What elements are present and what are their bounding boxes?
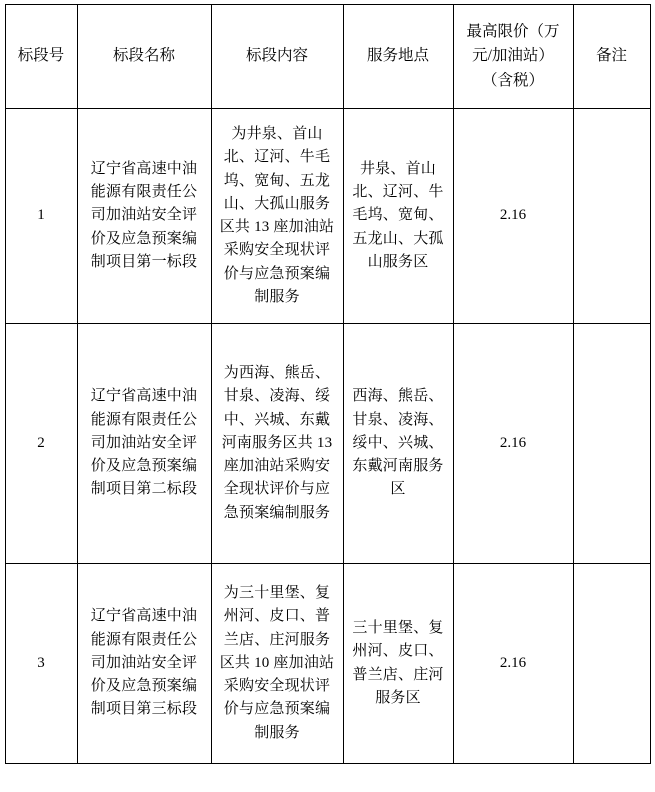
header-max-price-line3: （含税） xyxy=(481,71,544,89)
cell-service-location: 井泉、首山北、辽河、牛毛坞、宽甸、五龙山、大孤山服务区 xyxy=(343,109,453,324)
table-row xyxy=(5,109,650,324)
header-bid-no: 标段号 xyxy=(5,5,77,109)
header-max-price xyxy=(453,5,573,109)
cell-bid-no: 2 xyxy=(5,324,77,564)
cell-service-location: 三十里堡、复州河、皮口、普兰店、庄河服务区 xyxy=(343,564,453,764)
header-max-price-line1: 最高限价（万 xyxy=(466,23,560,41)
table-header-row xyxy=(5,5,650,109)
cell-bid-name: 辽宁省高速中油能源有限责任公司加油站安全评价及应急预案编制项目第一标段 xyxy=(77,109,211,324)
cell-bid-content: 为西海、熊岳、甘泉、凌海、绥中、兴城、东戴河南服务区共 13 座加油站采购安全现状评价与应急预案编制服务 xyxy=(211,324,343,564)
header-max-price-line2: 元/加油站） xyxy=(472,47,554,65)
cell-remark xyxy=(573,109,650,324)
cell-remark xyxy=(573,324,650,564)
cell-bid-content: 为井泉、首山北、辽河、牛毛坞、宽甸、五龙山、大孤山服务区共 13 座加油站采购安全现状评价与应急预案编制服务 xyxy=(211,109,343,324)
cell-bid-no: 3 xyxy=(5,564,77,764)
cell-remark xyxy=(573,564,650,764)
table-row xyxy=(5,324,650,564)
cell-max-price: 2.16 xyxy=(453,564,573,764)
table-body xyxy=(5,109,650,764)
cell-service-location: 西海、熊岳、甘泉、凌海、绥中、兴城、东戴河南服务区 xyxy=(343,324,453,564)
table-row xyxy=(5,564,650,764)
cell-bid-name: 辽宁省高速中油能源有限责任公司加油站安全评价及应急预案编制项目第三标段 xyxy=(77,564,211,764)
table-header xyxy=(5,5,650,109)
bid-sections-table xyxy=(5,4,651,764)
cell-max-price: 2.16 xyxy=(453,324,573,564)
cell-max-price: 2.16 xyxy=(453,109,573,324)
cell-bid-no: 1 xyxy=(5,109,77,324)
header-remark: 备注 xyxy=(573,5,650,109)
header-service-location: 服务地点 xyxy=(343,5,453,109)
header-bid-content: 标段内容 xyxy=(211,5,343,109)
cell-bid-name: 辽宁省高速中油能源有限责任公司加油站安全评价及应急预案编制项目第二标段 xyxy=(77,324,211,564)
cell-bid-content: 为三十里堡、复州河、皮口、普兰店、庄河服务区共 10 座加油站采购安全现状评价与应急预案编制服务 xyxy=(211,564,343,764)
header-bid-name: 标段名称 xyxy=(77,5,211,109)
